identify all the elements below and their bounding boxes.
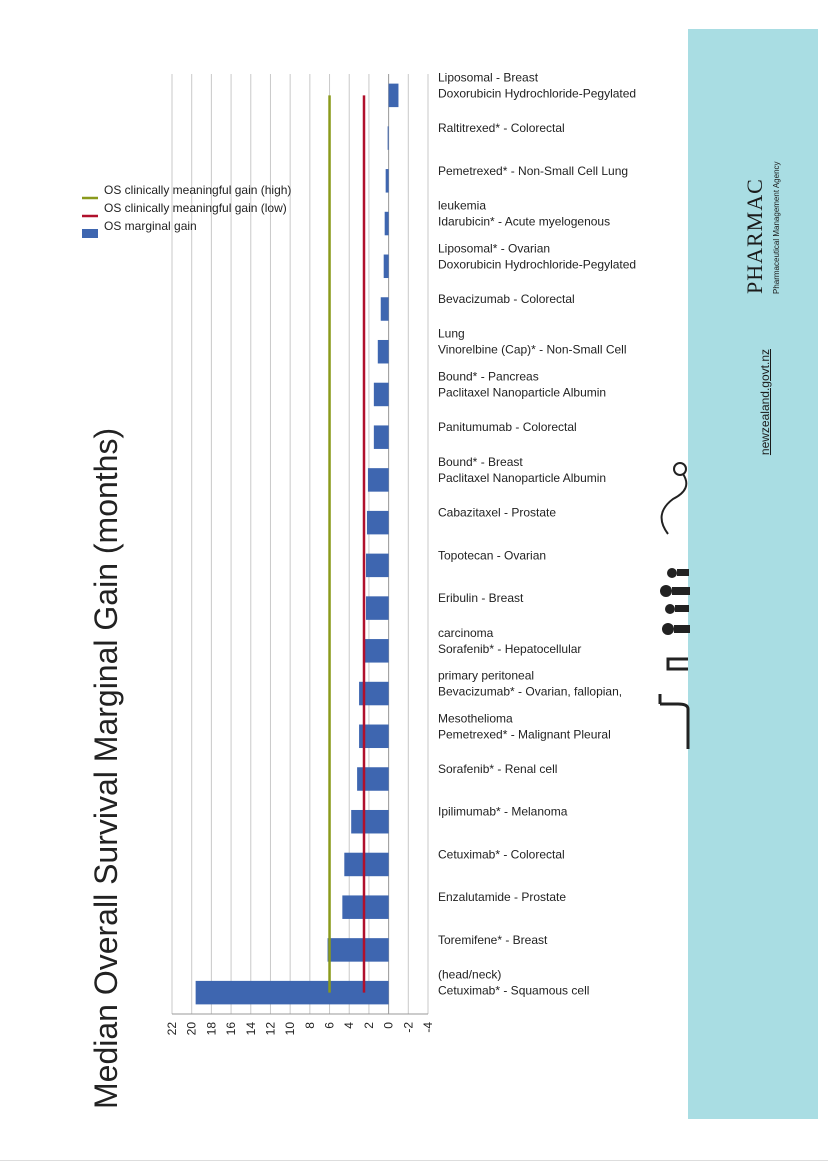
bar	[368, 468, 389, 492]
y-tick-label: 18	[204, 1022, 219, 1036]
legend-label: OS clinically meaningful gain (high)	[104, 183, 292, 197]
x-tick-label: Lung	[438, 326, 465, 341]
x-tick-label: Paclitaxel Nanoparticle Albumin	[438, 470, 607, 485]
legend-label: OS marginal gain	[104, 219, 197, 233]
x-tick-label: Ipilimumab* - Melanoma	[438, 804, 568, 819]
legend-label: OS clinically meaningful gain (low)	[104, 201, 287, 215]
bar	[344, 853, 388, 877]
x-tick-label: Bevacizumab* - Ovarian, fallopian,	[438, 684, 623, 699]
x-tick-label: Sorafenib* - Renal cell	[438, 762, 558, 776]
bar	[388, 126, 389, 150]
x-tick-label: Bound* - Breast	[438, 454, 523, 469]
y-tick-label: 14	[243, 1022, 258, 1036]
y-tick-label: 12	[263, 1022, 278, 1036]
x-tick-label: Paclitaxel Nanoparticle Albumin	[438, 385, 607, 400]
x-tick-label: Doxorubicin Hydrochloride-Pegylated	[438, 86, 637, 101]
bar	[366, 554, 389, 578]
y-tick-label: 0	[381, 1022, 396, 1029]
y-tick-label: 2	[361, 1022, 376, 1029]
bar	[366, 596, 389, 620]
x-tick-label: Doxorubicin Hydrochloride-Pegylated	[438, 257, 637, 272]
x-tick-label: (head/neck)	[438, 967, 502, 982]
y-tick-label: 22	[165, 1022, 179, 1036]
x-tick-label: Idarubicin* - Acute myelogenous	[438, 214, 611, 229]
x-tick-label: leukemia	[438, 198, 487, 213]
x-tick-label: Pemetrexed* - Non-Small Cell Lung	[438, 163, 629, 178]
x-tick-label: Topotecan - Ovarian	[438, 548, 547, 563]
bar	[385, 212, 389, 236]
bar	[357, 767, 389, 791]
bar	[374, 383, 389, 407]
y-tick-label: 8	[302, 1022, 317, 1029]
x-tick-label: Toremifene* - Breast	[438, 932, 548, 947]
pharmac-logo: PHARMAC	[742, 178, 767, 294]
x-tick-label: Sorafenib* - Hepatocellular	[438, 641, 582, 656]
page-title: Median Overall Survival Marginal Gain (months)	[88, 427, 124, 1109]
x-tick-label: Liposomal - Breast	[438, 70, 539, 85]
pharmac-tagline: Pharmaceutical Management Agency	[772, 161, 781, 294]
bar	[389, 84, 399, 108]
bar	[363, 639, 389, 663]
x-tick-label: Vinorelbine (Cap)* - Non-Small Cell	[438, 342, 627, 357]
x-tick-label: Raltitrexed* - Colorectal	[438, 121, 565, 136]
bar	[386, 169, 389, 193]
bar	[196, 981, 389, 1005]
people-illustration-icon	[648, 449, 708, 749]
bar	[378, 340, 389, 364]
website-link[interactable]: newzealand.govt.nz	[758, 349, 772, 456]
y-tick-label: 20	[184, 1022, 199, 1036]
x-tick-label: Panitumumab - Colorectal	[438, 420, 577, 435]
bar	[367, 511, 389, 535]
x-tick-label: Cetuximab* - Colorectal	[438, 847, 565, 862]
x-tick-label: Cetuximab* - Squamous cell	[438, 983, 590, 998]
y-tick-label: -2	[401, 1022, 416, 1033]
footer-panel	[688, 0, 828, 1169]
x-tick-label: Cabazitaxel - Prostate	[438, 505, 557, 520]
x-tick-label: Pemetrexed* - Malignant Pleural	[438, 727, 611, 742]
bar	[351, 810, 388, 834]
bar	[328, 938, 389, 962]
y-tick-label: 4	[342, 1022, 357, 1029]
x-tick-label: Bound* - Pancreas	[438, 369, 539, 384]
bar	[374, 425, 389, 449]
x-tick-label: carcinoma	[438, 625, 494, 640]
x-tick-label: Mesothelioma	[438, 711, 513, 726]
x-tick-label: primary peritoneal	[438, 668, 535, 683]
x-tick-label: Eribulin - Breast	[438, 591, 524, 606]
y-tick-label: 16	[224, 1022, 239, 1036]
legend-swatch	[82, 229, 98, 238]
y-tick-label: -4	[421, 1022, 435, 1033]
bar	[342, 895, 388, 919]
bar	[384, 255, 389, 279]
x-tick-label: Bevacizumab - Colorectal	[438, 292, 575, 306]
bar	[381, 297, 389, 321]
x-tick-label: Enzalutamide - Prostate	[438, 890, 567, 905]
page-footer-line	[0, 1160, 828, 1161]
x-tick-label: Liposomal* - Ovarian	[438, 241, 551, 256]
y-tick-label: 10	[283, 1022, 298, 1036]
y-tick-label: 6	[322, 1022, 337, 1029]
